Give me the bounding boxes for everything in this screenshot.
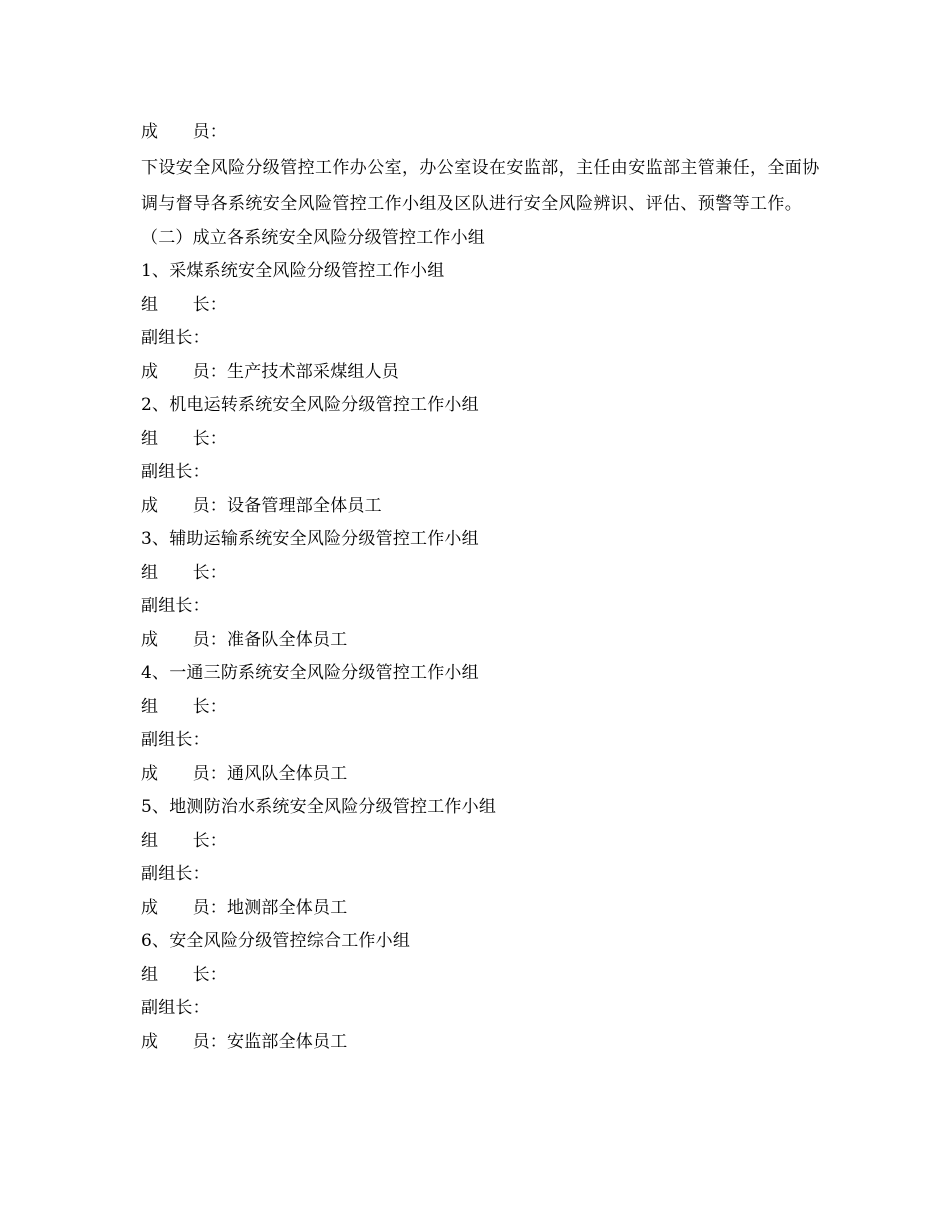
- group-5: [141, 791, 821, 925]
- group-title: 3、辅助运输系统安全风险分级管控工作小组: [141, 529, 479, 549]
- group-title: 2、机电运转系统安全风险分级管控工作小组: [141, 395, 479, 415]
- group-leader-line: 组 长：: [141, 428, 227, 449]
- group-members-line: 成 员：安监部全体员工: [141, 1031, 348, 1052]
- group-4: [141, 657, 821, 791]
- document-body: [141, 116, 821, 1059]
- group-title: 5、地测防治水系统安全风险分级管控工作小组: [141, 797, 497, 817]
- group-title: 1、采煤系统安全风险分级管控工作小组: [141, 261, 445, 281]
- group-title: 4、一通三防系统安全风险分级管控工作小组: [141, 663, 479, 683]
- group-deputy-line: 副组长：: [141, 730, 210, 750]
- section-heading: （二）成立各系统安全风险分级管控工作小组: [141, 227, 485, 248]
- office-paragraph: 下设安全风险分级管控工作办公室，办公室设在安监部，主任由安监部主管兼任，全面协调与督导各系统安全风险管控工作小组及区队进行安全风险辨识、评估、预警等工作。: [141, 157, 820, 214]
- group-members-line: 成 员：通风队全体员工: [141, 763, 348, 784]
- group-6: [141, 925, 821, 1059]
- intro-member-line: 成 员：: [141, 122, 227, 142]
- group-leader-line: 组 长：: [141, 294, 227, 315]
- group-1: [141, 255, 821, 389]
- group-leader-line: 组 长：: [141, 964, 227, 985]
- group-members-line: 成 员：地测部全体员工: [141, 897, 348, 918]
- group-leader-line: 组 长：: [141, 696, 227, 717]
- group-2: [141, 389, 821, 523]
- group-3: [141, 523, 821, 657]
- group-deputy-line: 副组长：: [141, 596, 210, 616]
- group-leader-line: 组 长：: [141, 830, 227, 851]
- group-deputy-line: 副组长：: [141, 864, 210, 884]
- group-members-line: 成 员：设备管理部全体员工: [141, 495, 382, 516]
- group-leader-line: 组 长：: [141, 562, 227, 583]
- group-deputy-line: 副组长：: [141, 998, 210, 1018]
- group-deputy-line: 副组长：: [141, 328, 210, 348]
- group-title: 6、安全风险分级管控综合工作小组: [141, 931, 411, 951]
- group-members-line: 成 员：准备队全体员工: [141, 629, 348, 650]
- group-members-line: 成 员：生产技术部采煤组人员: [141, 361, 399, 382]
- group-deputy-line: 副组长：: [141, 462, 210, 482]
